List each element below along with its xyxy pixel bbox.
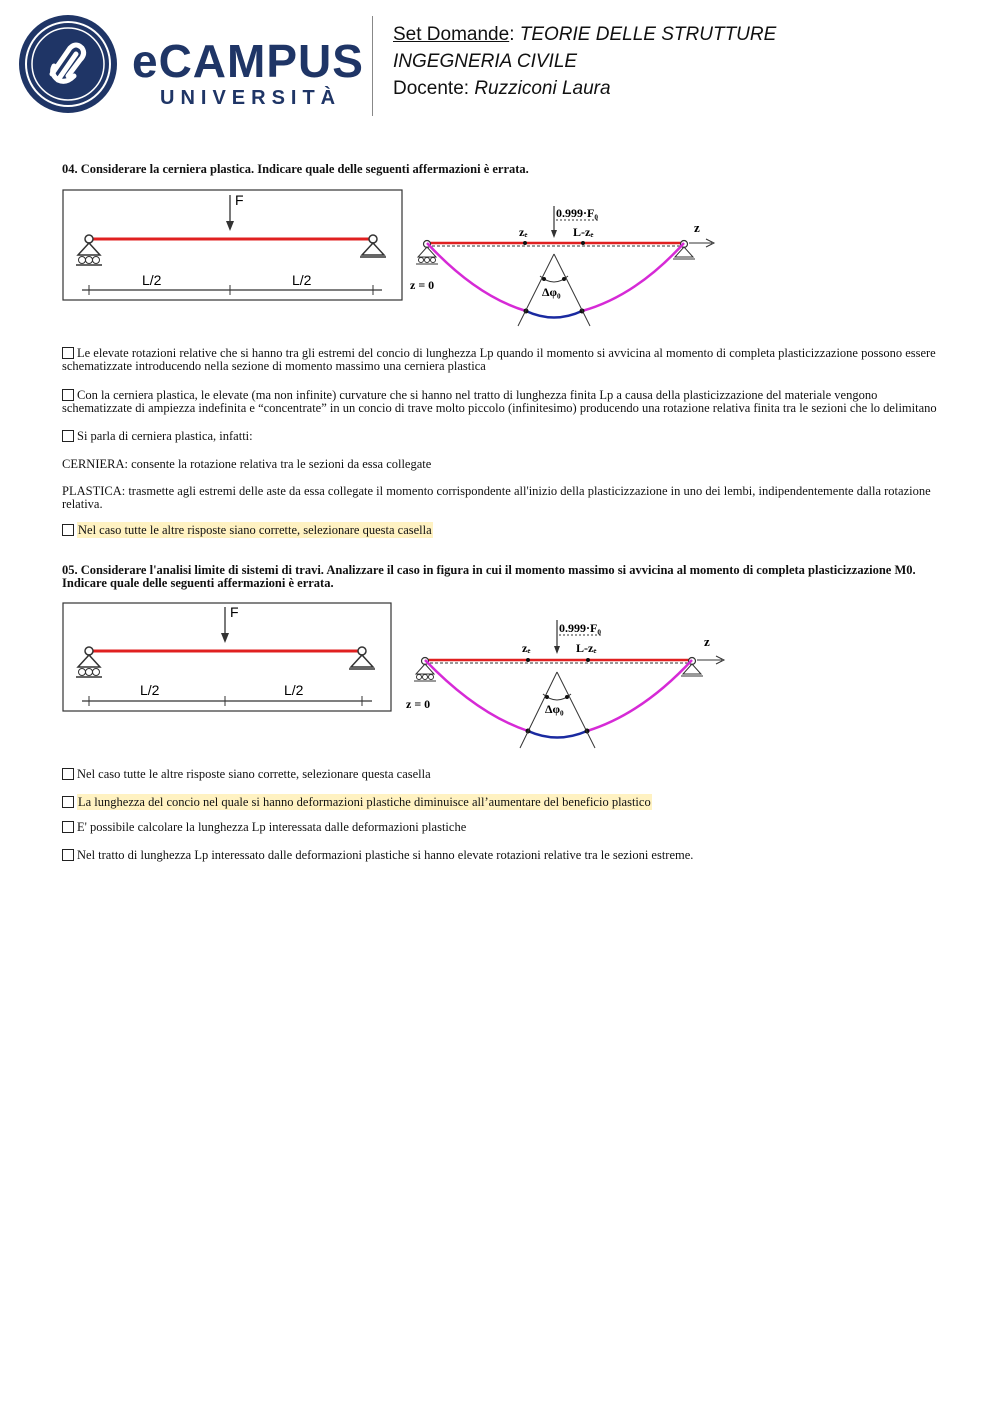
force-label: F <box>230 604 239 620</box>
brand-subtitle: UNIVERSITÀ <box>160 87 342 109</box>
option-text: Con la cerniera plastica, le elevate (ma non infinite) curvature che si hanno nel tratto di lunghezza finita Lp a causa della plasticizzazione del materiale vengono schematizzate di ampiezza indefinita e “concentrate” in un concio di trave molto piccolo (infinitesimo) producendo una rotazione relativa finita tra le sezioni che lo delimitano <box>62 388 937 415</box>
load-label: 0.999·F₀ <box>559 621 601 635</box>
plastic-hinge-diagram-04 <box>406 196 724 332</box>
lze-label: L-zₑ <box>573 225 594 239</box>
header-set-line: Set Domande: TEORIE DELLE STRUTTURE <box>393 24 777 45</box>
option-text: Nel tratto di lunghezza Lp interessato dalle deformazioni plastiche si hanno elevate rotazioni relative tra le sezioni estreme. <box>77 848 694 862</box>
load-label: 0.999·F₀ <box>556 206 598 220</box>
header-course-line <box>393 51 577 73</box>
beam-diagram-left-05 <box>62 602 393 713</box>
option-text: E' possibile calcolare la lunghezza Lp interessata dalle deformazioni plastiche <box>77 820 467 834</box>
half-length-label: L/2 <box>140 682 160 698</box>
header-divider <box>372 16 373 116</box>
q05-option-3[interactable] <box>62 821 942 834</box>
set-label: Set Domande <box>393 24 510 45</box>
beam-diagram-left-04 <box>62 189 404 302</box>
z0-label: z = 0 <box>406 697 431 711</box>
q04-option-4[interactable] <box>62 524 942 537</box>
half-length-label: L/2 <box>284 682 304 698</box>
course-name: INGEGNERIA CIVILE <box>393 51 578 72</box>
option-text-highlighted: La lunghezza del concio nel quale si hanno deformazioni plastiche diminuisce all’aumentare del beneficio plastico <box>78 795 651 809</box>
q04-option-3[interactable] <box>62 430 942 443</box>
docente-label: Docente: <box>393 78 470 99</box>
z0-label: z = 0 <box>410 278 435 292</box>
question-04-title: 04. Considerare la cerniera plastica. Indicare quale delle seguenti affermazioni è errata. <box>62 162 529 176</box>
set-value: TEORIE DELLE STRUTTURE <box>519 24 777 45</box>
header-docente-line <box>393 78 611 100</box>
checkbox[interactable] <box>62 821 74 833</box>
q05-option-4[interactable] <box>62 849 942 862</box>
z-axis-label: z <box>694 220 700 235</box>
plastic-hinge-diagram-05 <box>402 612 732 754</box>
cerniera-definition: CERNIERA: consente la rotazione relativa tra le sezioni da essa collegate <box>62 457 432 471</box>
delta-phi-label: Δφ₀ <box>542 285 561 299</box>
option-text: Le elevate rotazioni relative che si hanno tra gli estremi del concio di lunghezza Lp quando il momento si avvicina al momento di completa plasticizzazione possono essere schematizzate introducendo nella sezione di momento massimo una cerniera plastica <box>62 346 936 373</box>
checkbox[interactable] <box>62 430 74 442</box>
plastica-definition: PLASTICA: trasmette agli estremi delle aste da essa collegate il momento corrispondente all'inizio della plasticizzazione in uno dei lembi, indipendentemente dalla rotazione relativa. <box>62 484 931 511</box>
q05-option-1[interactable] <box>62 768 942 781</box>
delta-phi-label: Δφ₀ <box>545 702 564 716</box>
checkbox[interactable] <box>62 796 74 808</box>
ze-label: zₑ <box>519 225 528 239</box>
z-axis-label: z <box>704 634 710 649</box>
ecampus-logo-icon <box>18 14 118 114</box>
half-length-label: L/2 <box>292 272 312 288</box>
docente-name: Ruzziconi Laura <box>474 78 611 99</box>
q05-option-2[interactable] <box>62 796 942 809</box>
force-label: F <box>235 192 244 208</box>
checkbox[interactable] <box>62 347 74 359</box>
checkbox[interactable] <box>62 524 74 536</box>
q04-option-2[interactable] <box>62 389 942 415</box>
checkbox[interactable] <box>62 389 74 401</box>
checkbox[interactable] <box>62 849 74 861</box>
option-text-highlighted: Nel caso tutte le altre risposte siano corrette, selezionare questa casella <box>78 523 432 537</box>
q04-option-1[interactable] <box>62 347 942 373</box>
question-05-title: 05. Considerare l'analisi limite di sistemi di travi. Analizzare il caso in figura in cui il momento massimo si avvicina al momento di completa plasticizzazione M0. Indicare quale delle seguenti affermazioni è errata. <box>62 563 916 590</box>
checkbox[interactable] <box>62 768 74 780</box>
lze-label: L-zₑ <box>576 641 597 655</box>
brand-name: eCAMPUS <box>132 35 364 87</box>
half-length-label: L/2 <box>142 272 162 288</box>
option-text: Si parla di cerniera plastica, infatti: <box>77 429 253 443</box>
ze-label: zₑ <box>522 641 531 655</box>
option-text: Nel caso tutte le altre risposte siano corrette, selezionare questa casella <box>77 767 431 781</box>
